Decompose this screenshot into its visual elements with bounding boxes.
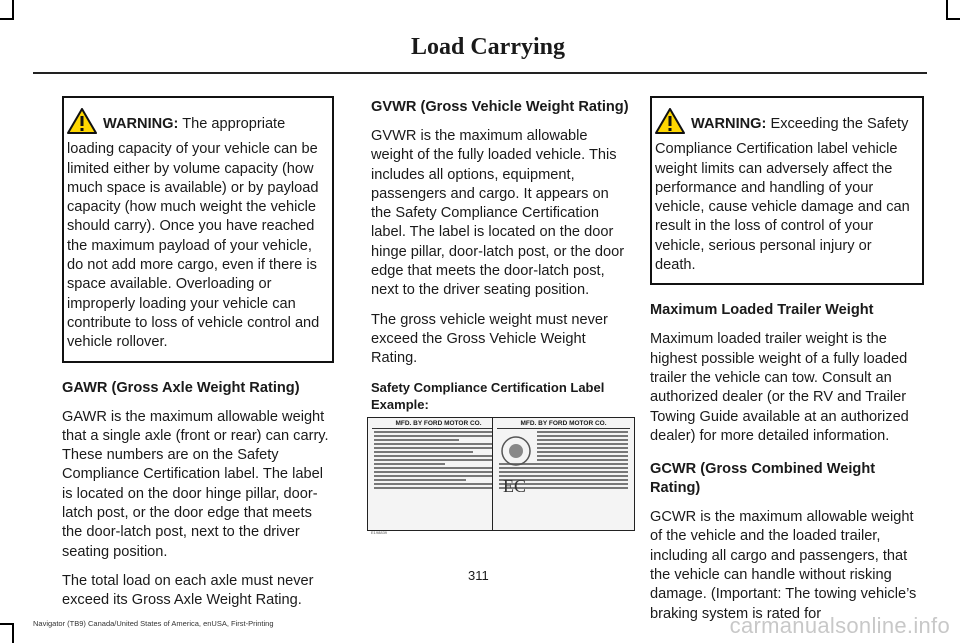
certification-label-back [492,417,635,531]
footer-text: Navigator (TB9) Canada/United States of America, enUSA, First-Printing [33,619,274,628]
warning-triangle-icon [67,108,97,140]
header-rule [33,72,927,74]
warning-box [62,96,334,363]
column-middle [371,96,633,537]
page-number: 311 [468,568,489,583]
page-title: Load Carrying [410,34,565,60]
warning-triangle-icon [655,108,685,140]
crop-mark [0,623,14,625]
column-right [650,96,924,634]
warning-box [650,96,924,285]
section-heading-gvwr: GVWR (Gross Vehicle Weight Rating) [371,99,629,115]
section-heading-gawr: GAWR (Gross Axle Weight Rating) [62,379,300,396]
warning-text: Exceeding the Safety Compliance Certification label vehicle weight limits can adversely affect the performance and handling of your vehicle, cause vehicle damage and can result in the loss of control of your vehicle, serious personal injury or death. [655,116,910,274]
svg-text:EC: EC [503,475,527,496]
paragraph: GVWR is the maximum allowable weight of the fully loaded vehicle. This includes all options, equipment, passengers and cargo. It appears on the Safety Compliance Certification label. The label is located on the door hinge pillar, door-latch post, or the door edge that meets the door-latch post, next to the driver seating position. [371,128,625,299]
label-title: MFD. BY FORD MOTOR CO. [497,420,630,429]
paragraph: GCWR is the maximum allowable weight of the vehicle and the loaded trailer, including all cargo and passengers, that the vehicle can handle without risking damage. (Important: The towing vehicle’s braking system is rated for [650,509,917,622]
section-heading-gcwr: GCWR (Gross Combined Weight Rating) [650,461,876,497]
canada-certification-icon [499,434,533,468]
paragraph: The total load on each axle must never exceed its Gross Axle Weight Rating. [62,572,314,609]
section-heading-trailer-weight: Maximum Loaded Trailer Weight [650,302,874,319]
crop-mark [12,623,14,643]
warning-prefix: WARNING: [103,116,179,132]
crop-mark [946,0,948,20]
watermark: carmanualsonline.info [729,613,950,638]
paragraph: GAWR is the maximum allowable weight that a single axle (front or rear) can carry. These numbers are on the Safety Compliance Certification label. The label is located on the door hinge pillar, door-latch post, or the door edge that meets the door-latch post, next to the driver seating position. [62,408,329,560]
certification-label-front [367,417,510,531]
figure-caption: E198839 [371,529,388,535]
certification-label-illustration [371,417,633,537]
crop-mark [946,18,960,20]
crop-mark [12,0,14,20]
warning-text: The appropriate loading capacity of your vehicle can be limited either by volume capacity (how much space is available) or by payload capacity (how much weight the vehicle should carry). Once you have reached the maximum payload of your vehicle, do not add more cargo, even if there is space available. Overloading or improperly loading your vehicle can contribute to loss of vehicle control and vehicle rollover. [67,116,320,351]
paragraph: The gross vehicle weight must never exceed the Gross Vehicle Weight Rating. [371,311,608,367]
ec-mark-icon [501,476,527,496]
column-left [62,96,334,621]
paragraph: Maximum loaded trailer weight is the highest possible weight of a fully loaded trailer the vehicle can tow. Consult an authorized dealer (or the RV and Trailer Towing Guide available at an authorized dealer) for more detailed information. [650,331,909,444]
warning-prefix: WARNING: [691,116,767,132]
label-title: MFD. BY FORD MOTOR CO. [372,420,505,429]
crop-mark [0,18,14,20]
label-example-heading: Safety Compliance Certification Label Example: [371,379,605,412]
